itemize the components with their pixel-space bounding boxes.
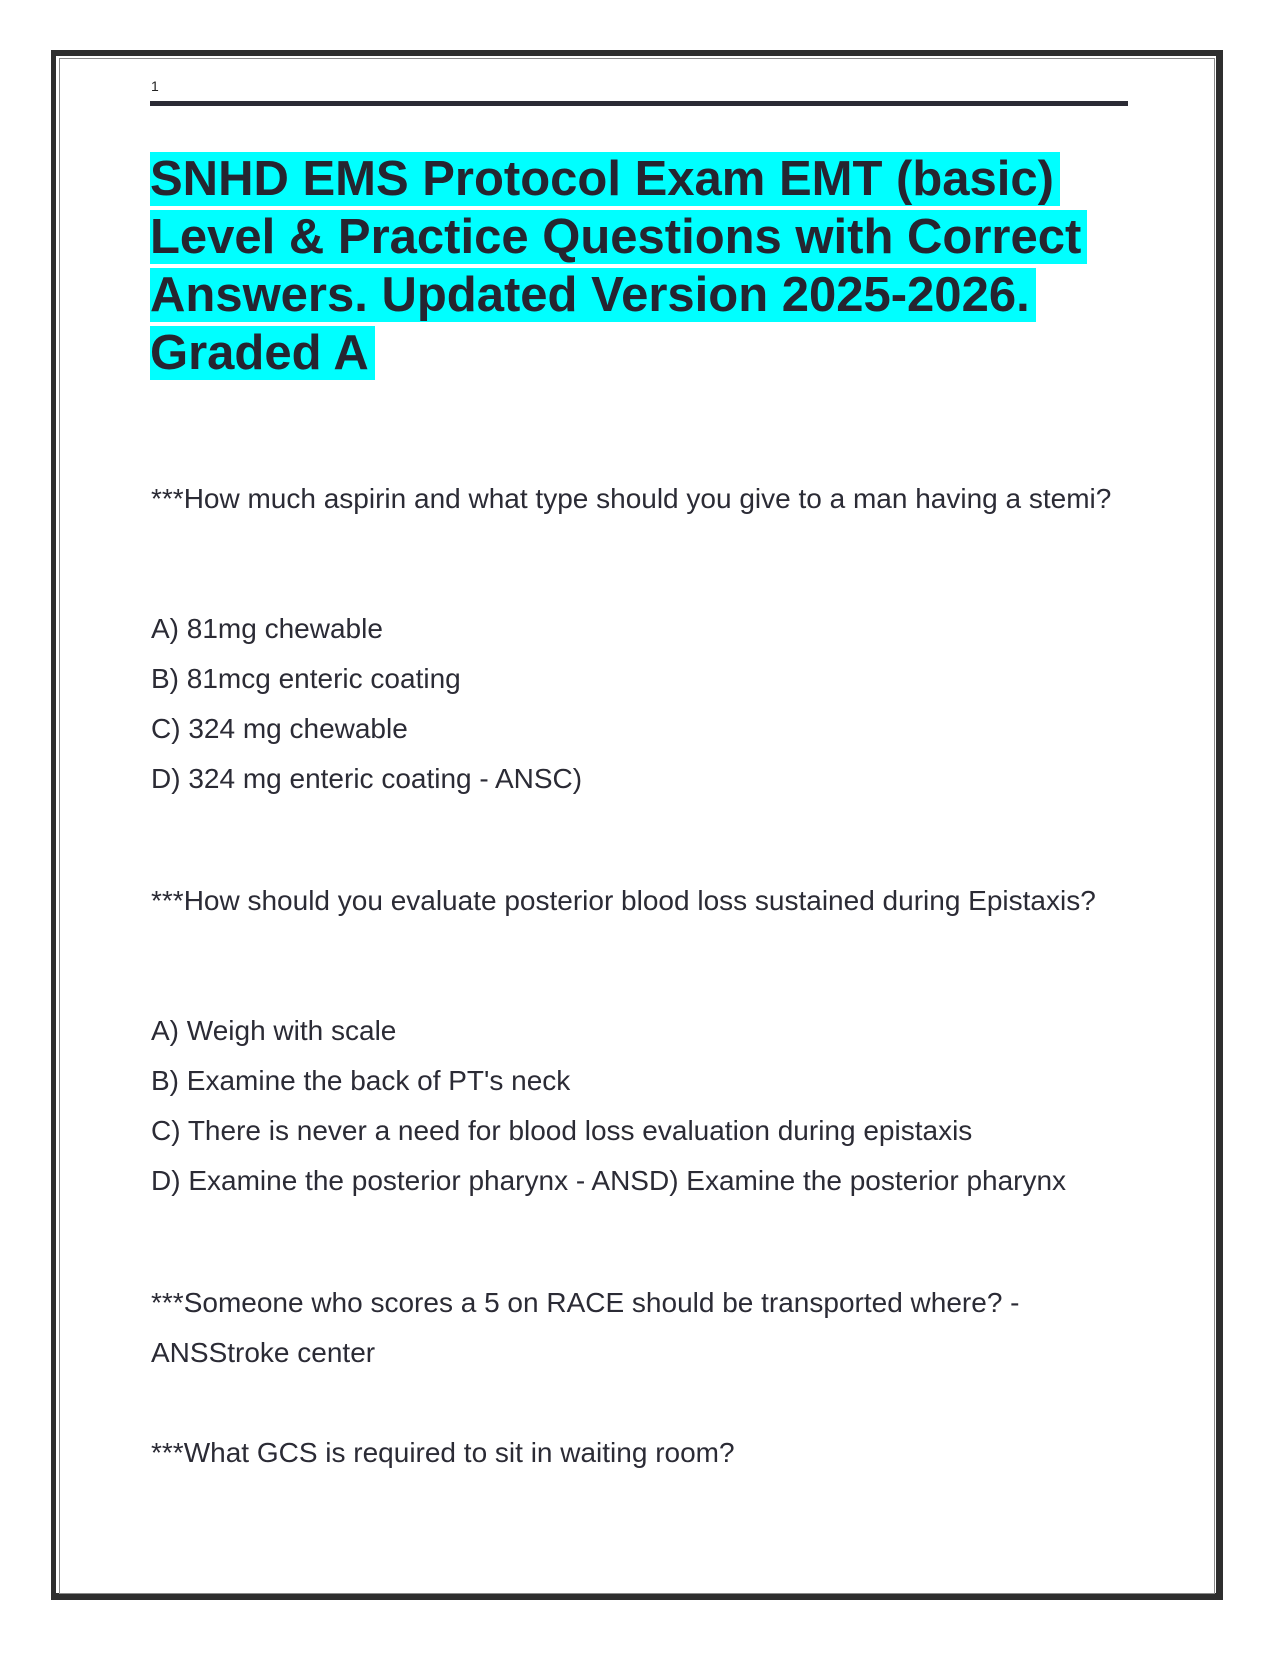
question-1-option-c: C) 324 mg chewable [151,713,408,744]
title-line-2: Level & Practice Questions with Correct [150,210,1087,264]
question-1-option-a: A) 81mg chewable [151,613,383,644]
question-2-option-d: D) Examine the posterior pharynx - ANSD) Examine the posterior pharynx [151,1165,1067,1196]
document-title [150,150,1130,382]
question-1-text: ***How much aspirin and what type should you give to a man having a stemi? [151,483,1112,514]
question-4-text: ***What GCS is required to sit in waiting room? [151,1437,735,1468]
question-2-text: ***How should you evaluate posterior blood loss sustained during Epistaxis? [151,885,1096,916]
title-line-1: SNHD EMS Protocol Exam EMT (basic) [150,152,1060,206]
question-2-option-b: B) Examine the back of PT's neck [151,1065,571,1096]
question-2-option-c: C) There is never a need for blood loss evaluation during epistaxis [151,1115,973,1146]
page-number: 1 [151,78,159,94]
question-3-text: ***Someone who scores a 5 on RACE should be transported where? - ANSStroke center [151,1287,1020,1368]
question-1-option-d: D) 324 mg enteric coating - ANSC) [151,763,583,794]
title-line-4: Graded A [150,326,375,380]
question-1-option-b: B) 81mcg enteric coating [151,663,461,694]
question-2-option-a: A) Weigh with scale [151,1015,397,1046]
title-line-3: Answers. Updated Version 2025-2026. [150,268,1036,322]
header-rule [150,101,1128,106]
